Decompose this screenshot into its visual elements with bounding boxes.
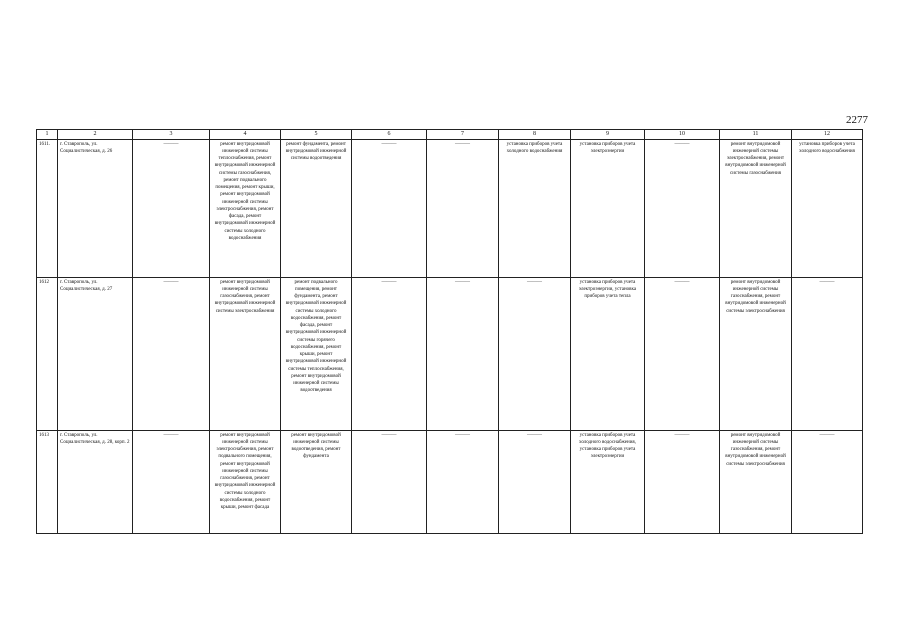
table-cell: ремонт внутридомовой инженерной системы теплоснабжения, ремонт внутридомовой инженерной системы газоснабжения, ремонт подвального помещения, ремонт крыши, ремонт внутридомовой инженерной системы электроснабжения, ремонт фасада, ремонт внутридомовой инженерной системы холодного водоснабжения [210,139,281,277]
row-number: 1613 [37,430,58,533]
table-cell: ——— [792,430,863,533]
table-cell: ремонт внутридомовой инженерной системы электроснабжения, ремонт внутридомовой инженерной системы газоснабжения [720,139,792,277]
table-cell: установка приборов учета холодного водоснабжения [499,139,571,277]
table-row [37,277,863,430]
table-cell: ремонт внутридомовой инженерной системы газоснабжения, ремонт внутридомовой инженерной системы электроснабжения [720,430,792,533]
table-cell: ——— [133,139,210,277]
column-header: 12 [792,130,863,140]
column-header: 5 [281,130,352,140]
table-cell: ——— [499,277,571,430]
row-number: 1612 [37,277,58,430]
table-cell: ——— [352,430,427,533]
address-cell: г. Ставрополь, ул. Социалистическая, д. 26 [58,139,133,277]
table-cell: установка приборов учета холодного водоснабжения [792,139,863,277]
table-cell: ремонт внутридомовой инженерной системы водоотведения, ремонт фундамента [281,430,352,533]
table-cell: ——— [792,277,863,430]
table-cell: ——— [645,277,720,430]
table-cell: ремонт внутридомовой инженерной системы газоснабжения, ремонт внутридомовой инженерной системы электроснабжения [720,277,792,430]
table-cell: ——— [499,430,571,533]
column-header: 8 [499,130,571,140]
table-cell: установка приборов учета электроэнергии, установка приборов учета тепла [571,277,645,430]
column-header: 2 [58,130,133,140]
address-cell: г. Ставрополь, ул. Социалистическая, д. 28, корп. 2 [58,430,133,533]
table-cell: ——— [133,277,210,430]
header-row [37,130,863,140]
table-cell: ремонт внутридомовой инженерной системы газоснабжения, ремонт внутридомовой инженерной системы электроснабжения [210,277,281,430]
table-cell: ремонт подвального помещения, ремонт фундамента, ремонт внутридомовой инженерной системы холодного водоснабжения, ремонт фасада, ремонт внутридомовой инженерной системы горячего водоснабжения, ремонт крыши, ремонт внутридомовой инженерной системы теплоснабжения, ремонт внутридомовой инженерной системы водоотведения [281,277,352,430]
column-header: 6 [352,130,427,140]
column-header: 7 [427,130,499,140]
column-header: 11 [720,130,792,140]
table-cell: ——— [427,430,499,533]
works-table [36,129,863,534]
table-cell: ——— [133,430,210,533]
column-header: 10 [645,130,720,140]
table-cell: ——— [645,139,720,277]
row-number: 1611. [37,139,58,277]
table-cell: ремонт внутридомовой инженерной системы электроснабжения, ремонт подвального помещения, ремонт внутридомовой инженерной системы газоснабжения, ремонт внутридомовой инженерной системы холодного водоснабжения, ремонт крыши, ремонт фасада [210,430,281,533]
table-cell: ——— [352,139,427,277]
page-number: 2277 [846,114,868,126]
table-cell: ——— [427,139,499,277]
table-cell: установка приборов учета холодного водоснабжения, установка приборов учета электроэнергии [571,430,645,533]
column-header: 9 [571,130,645,140]
table-cell: ремонт фундамента, ремонт внутридомовой инженерной системы водоотведения [281,139,352,277]
table-cell: ——— [427,277,499,430]
table-row [37,430,863,533]
table-cell: ——— [645,430,720,533]
address-cell: г. Ставрополь, ул. Социалистическая, д. 27 [58,277,133,430]
column-header: 3 [133,130,210,140]
table-row [37,139,863,277]
table-cell: ——— [352,277,427,430]
column-header: 1 [37,130,58,140]
table-cell: установка приборов учета электроэнергии [571,139,645,277]
column-header: 4 [210,130,281,140]
